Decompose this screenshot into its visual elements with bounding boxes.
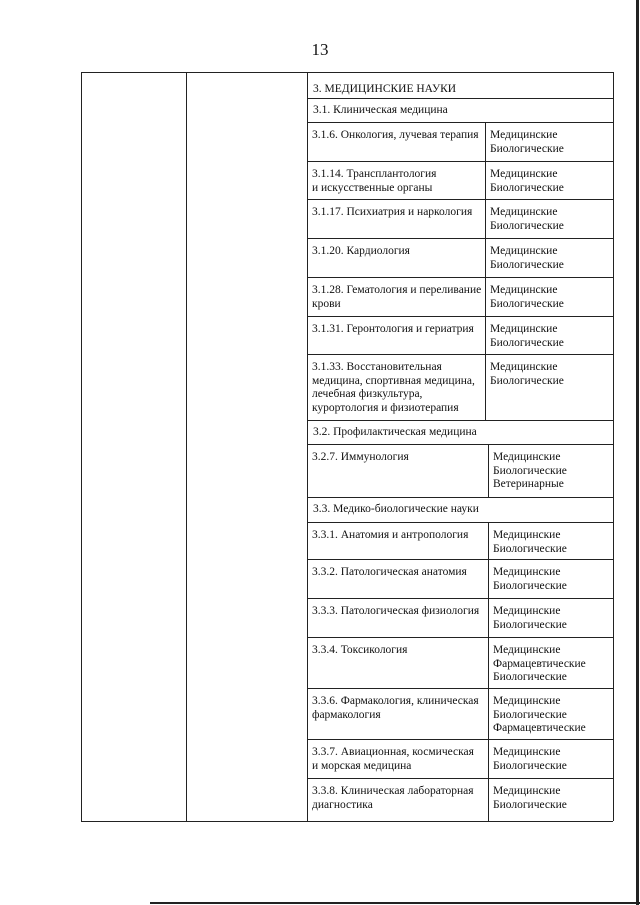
specialty-cell: 3.3.2. Патологическая анатомия (312, 566, 467, 578)
sciences-cell: Медицинские Биологические (490, 206, 564, 232)
column-divider-2 (307, 72, 308, 821)
specialty-cell: 3.3.8. Клиническая лабораторная диагностика (312, 785, 474, 811)
row-divider (307, 420, 613, 421)
specialty-cell: 3.1.17. Психиатрия и наркология (312, 206, 473, 218)
specialty-cell: 3.3.6. Фармакология, клиническая фармакология (312, 695, 479, 721)
table-left-border (81, 72, 82, 821)
specialty-cell: 3.3.3. Патологическая физиология (312, 605, 480, 617)
specialty-cell: 3.3.7. Авиационная, космическая и морская медицина (312, 746, 474, 772)
group-heading: 3.2. Профилактическая медицина (313, 426, 477, 438)
sciences-cell: Медицинские Биологические Фармацевтические (493, 695, 586, 734)
sciences-cell: Медицинские Биологические (493, 529, 567, 555)
row-divider (307, 238, 613, 239)
sciences-cell: Медицинские Биологические Ветеринарные (493, 451, 567, 490)
scan-right-edge (636, 0, 639, 905)
group-heading: 3.1. Клиническая медицина (313, 104, 448, 116)
sciences-cell: Медицинские Биологические (493, 746, 567, 772)
section-title: 3. МЕДИЦИНСКИЕ НАУКИ (313, 83, 457, 95)
scan-bottom-edge (150, 902, 640, 904)
page-number: 13 (311, 40, 329, 59)
row-divider (307, 161, 613, 162)
specialty-cell: 3.1.20. Кардиология (312, 245, 410, 257)
row-divider (307, 522, 613, 523)
sciences-cell: Медицинские Биологические (490, 284, 564, 310)
specialty-cell: 3.1.33. Восстановительная медицина, спортивная медицина, лечебная физкультура, курортология и физиотерапия (312, 361, 475, 414)
sciences-cell: Медицинские Фармацевтические Биологические (493, 644, 586, 683)
row-divider (307, 497, 613, 498)
sciences-cell: Медицинские Биологические (493, 566, 567, 592)
table-right-border (613, 72, 614, 821)
sciences-cell: Медицинские Биологические (493, 785, 567, 811)
sciences-cell: Медицинские Биологические (493, 605, 567, 631)
specialty-cell: 3.3.4. Токсикология (312, 644, 408, 656)
row-divider (307, 444, 613, 445)
row-divider (307, 122, 613, 123)
row-divider (307, 739, 613, 740)
specialty-cell: 3.2.7. Иммунология (312, 451, 409, 463)
specialty-cell: 3.1.28. Гематология и переливание крови (312, 284, 482, 310)
row-divider (307, 598, 613, 599)
sciences-cell: Медицинские Биологические (490, 323, 564, 349)
column-divider-1 (186, 72, 187, 821)
table-bottom-border (81, 821, 613, 822)
sciences-cell: Медицинские Биологические (490, 245, 564, 271)
sciences-cell: Медицинские Биологические (490, 129, 564, 155)
row-divider (307, 559, 613, 560)
specialty-cell: 3.1.31. Геронтология и гериатрия (312, 323, 474, 335)
row-divider (307, 98, 613, 99)
sciences-cell: Медицинские Биологические (490, 361, 564, 387)
specialty-cell: 3.1.6. Онкология, лучевая терапия (312, 129, 479, 141)
row-divider (307, 277, 613, 278)
row-divider (307, 354, 613, 355)
sciences-column-divider (488, 522, 489, 821)
group-heading: 3.3. Медико-биологические науки (313, 503, 479, 515)
row-divider (307, 778, 613, 779)
sciences-cell: Медицинские Биологические (490, 168, 564, 194)
sciences-column-divider (488, 444, 489, 497)
row-divider (307, 316, 613, 317)
row-divider (307, 688, 613, 689)
table-top-border (81, 72, 613, 73)
specialty-cell: 3.3.1. Анатомия и антропология (312, 529, 469, 541)
row-divider (307, 199, 613, 200)
sciences-column-divider (485, 122, 486, 420)
specialty-cell: 3.1.14. Трансплантология и искусственные органы (312, 168, 437, 194)
row-divider (307, 637, 613, 638)
